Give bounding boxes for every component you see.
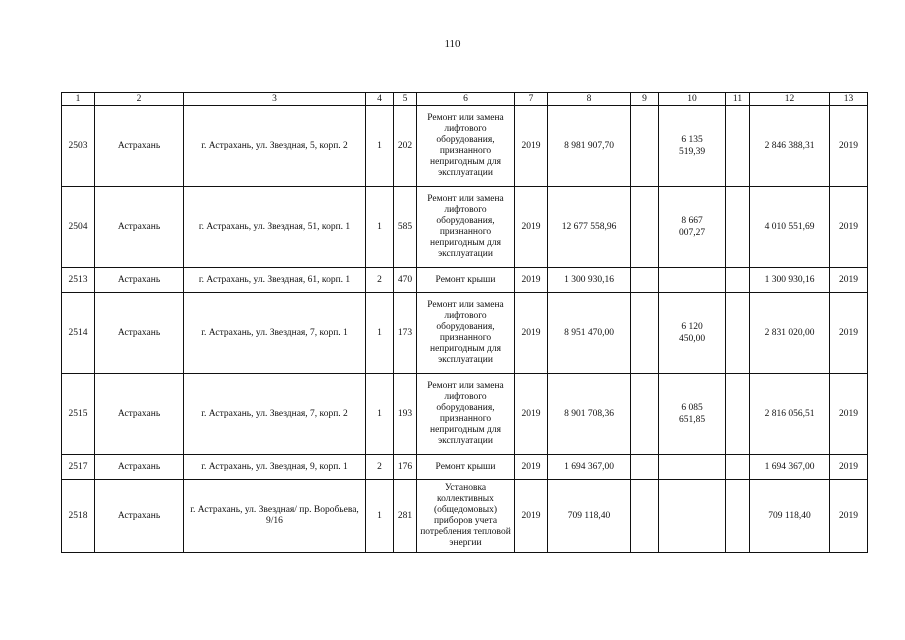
city-cell: Астрахань <box>95 480 184 553</box>
row-id: 2518 <box>62 480 95 553</box>
cell-col9 <box>631 455 659 480</box>
cell-col5: 202 <box>394 106 417 187</box>
year-cell: 2019 <box>515 106 548 187</box>
cell-col10 <box>659 106 726 187</box>
address-cell: г. Астрахань, ул. Звездная/ пр. Воробьева, 9/16 <box>184 480 366 553</box>
column-header: 3 <box>184 93 366 106</box>
year-cell: 2019 <box>515 293 548 374</box>
column-header: 8 <box>548 93 631 106</box>
cell-col12: 2 831 020,00 <box>750 293 830 374</box>
cost-cell: 1 300 930,16 <box>548 268 631 293</box>
cell-col10-line2: 651,85 <box>678 415 706 425</box>
address-cell: г. Астрахань, ул. Звездная, 51, корп. 1 <box>184 187 366 268</box>
cost-cell: 12 677 558,96 <box>548 187 631 268</box>
cell-col12: 2 816 056,51 <box>750 374 830 455</box>
cell-col12: 1 300 930,16 <box>750 268 830 293</box>
cell-col4: 1 <box>366 293 394 374</box>
cell-col11 <box>726 455 750 480</box>
cell-col10 <box>659 455 726 480</box>
year-cell: 2019 <box>515 480 548 553</box>
cell-col4: 1 <box>366 106 394 187</box>
cell-col11 <box>726 374 750 455</box>
table-row <box>62 293 868 374</box>
table-row <box>62 374 868 455</box>
city-cell: Астрахань <box>95 293 184 374</box>
cell-col11 <box>726 187 750 268</box>
column-header: 5 <box>394 93 417 106</box>
column-header: 4 <box>366 93 394 106</box>
cell-col5: 176 <box>394 455 417 480</box>
cost-cell: 8 901 708,36 <box>548 374 631 455</box>
cell-col5: 470 <box>394 268 417 293</box>
column-header: 12 <box>750 93 830 106</box>
cell-col13: 2019 <box>830 187 868 268</box>
cell-col13: 2019 <box>830 106 868 187</box>
work-type-cell: Ремонт крыши <box>417 455 515 480</box>
address-cell: г. Астрахань, ул. Звездная, 61, корп. 1 <box>184 268 366 293</box>
cell-col9 <box>631 106 659 187</box>
cell-col13: 2019 <box>830 268 868 293</box>
address-cell: г. Астрахань, ул. Звездная, 7, корп. 1 <box>184 293 366 374</box>
cell-col10 <box>659 293 726 374</box>
row-id: 2513 <box>62 268 95 293</box>
row-id: 2514 <box>62 293 95 374</box>
column-header: 6 <box>417 93 515 106</box>
address-cell: г. Астрахань, ул. Звездная, 9, корп. 1 <box>184 455 366 480</box>
table-row <box>62 187 868 268</box>
column-header: 2 <box>95 93 184 106</box>
page-number: 110 <box>444 38 461 50</box>
row-id: 2504 <box>62 187 95 268</box>
cell-col10-line2: 007,27 <box>678 228 706 238</box>
cell-col9 <box>631 480 659 553</box>
cell-col11 <box>726 480 750 553</box>
work-type-cell: Ремонт или замена лифтового оборудования, признанного непригодным для эксплуатации <box>417 106 515 187</box>
year-cell: 2019 <box>515 374 548 455</box>
cell-col4: 1 <box>366 374 394 455</box>
cost-cell: 1 694 367,00 <box>548 455 631 480</box>
table-row <box>62 480 868 553</box>
row-id: 2515 <box>62 374 95 455</box>
cell-col10 <box>659 268 726 293</box>
row-id: 2503 <box>62 106 95 187</box>
column-header: 10 <box>659 93 726 106</box>
cell-col12: 709 118,40 <box>750 480 830 553</box>
cell-col5: 281 <box>394 480 417 553</box>
city-cell: Астрахань <box>95 455 184 480</box>
cell-col11 <box>726 268 750 293</box>
cell-col4: 2 <box>366 268 394 293</box>
data-table <box>61 92 868 553</box>
cost-cell: 8 981 907,70 <box>548 106 631 187</box>
cell-col12: 2 846 388,31 <box>750 106 830 187</box>
cell-col11 <box>726 106 750 187</box>
column-header: 9 <box>631 93 659 106</box>
city-cell: Астрахань <box>95 374 184 455</box>
cell-col10-line2: 519,39 <box>678 147 706 157</box>
cell-col10-line2: 450,00 <box>678 334 706 344</box>
table-row <box>62 268 868 293</box>
cell-col4: 1 <box>366 187 394 268</box>
cell-col5: 193 <box>394 374 417 455</box>
cell-col12: 1 694 367,00 <box>750 455 830 480</box>
work-type-cell: Установка коллективных (общедомовых) приборов учета потребления тепловой энергии <box>417 480 515 553</box>
work-type-cell: Ремонт или замена лифтового оборудования, признанного непригодным для эксплуатации <box>417 187 515 268</box>
header-row <box>62 93 868 106</box>
year-cell: 2019 <box>515 455 548 480</box>
work-type-cell: Ремонт или замена лифтового оборудования, признанного непригодным для эксплуатации <box>417 293 515 374</box>
cell-col4: 2 <box>366 455 394 480</box>
cell-col13: 2019 <box>830 480 868 553</box>
cell-col9 <box>631 187 659 268</box>
cell-col5: 585 <box>394 187 417 268</box>
cost-cell: 709 118,40 <box>548 480 631 553</box>
cell-col9 <box>631 293 659 374</box>
cell-col10-line1: 8 667 <box>681 216 703 226</box>
work-type-cell: Ремонт крыши <box>417 268 515 293</box>
city-cell: Астрахань <box>95 106 184 187</box>
cell-col5: 173 <box>394 293 417 374</box>
address-cell: г. Астрахань, ул. Звездная, 7, корп. 2 <box>184 374 366 455</box>
cell-col13: 2019 <box>830 455 868 480</box>
city-cell: Астрахань <box>95 268 184 293</box>
table-row <box>62 455 868 480</box>
row-id: 2517 <box>62 455 95 480</box>
cell-col11 <box>726 293 750 374</box>
column-header: 7 <box>515 93 548 106</box>
year-cell: 2019 <box>515 268 548 293</box>
year-cell: 2019 <box>515 187 548 268</box>
cell-col10 <box>659 480 726 553</box>
cell-col10 <box>659 187 726 268</box>
column-header: 1 <box>62 93 95 106</box>
work-type-cell: Ремонт или замена лифтового оборудования, признанного непригодным для эксплуатации <box>417 374 515 455</box>
city-cell: Астрахань <box>95 187 184 268</box>
cell-col12: 4 010 551,69 <box>750 187 830 268</box>
cell-col10-line1: 6 085 <box>681 403 703 413</box>
cell-col13: 2019 <box>830 293 868 374</box>
cell-col10-line1: 6 135 <box>681 135 703 145</box>
cost-cell: 8 951 470,00 <box>548 293 631 374</box>
cell-col13: 2019 <box>830 374 868 455</box>
cell-col10-line1: 6 120 <box>681 322 703 332</box>
cell-col10 <box>659 374 726 455</box>
cell-col4: 1 <box>366 480 394 553</box>
cell-col9 <box>631 374 659 455</box>
table-row <box>62 106 868 187</box>
column-header: 11 <box>726 93 750 106</box>
address-cell: г. Астрахань, ул. Звездная, 5, корп. 2 <box>184 106 366 187</box>
cell-col9 <box>631 268 659 293</box>
column-header: 13 <box>830 93 868 106</box>
